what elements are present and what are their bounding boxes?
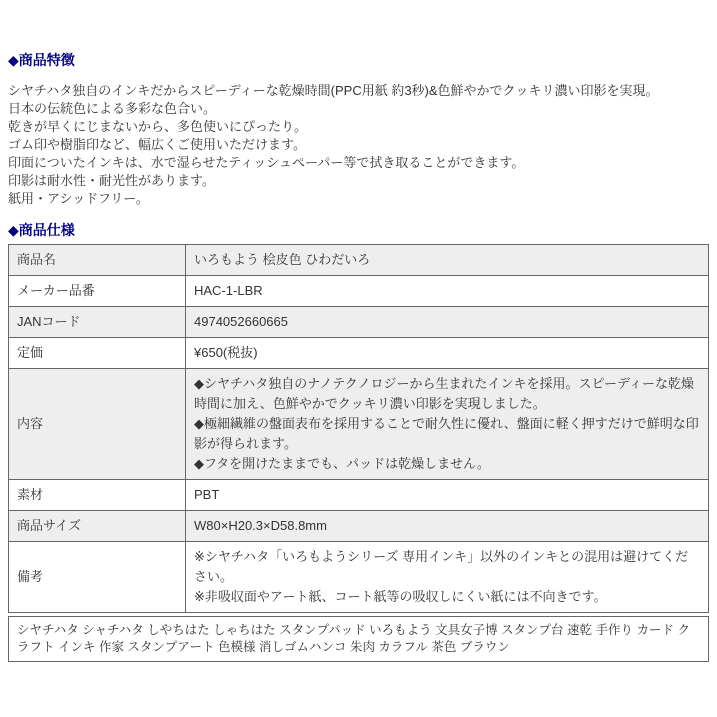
spec-row xyxy=(9,307,709,338)
spec-value xyxy=(186,307,709,338)
spec-value-line: ¥650(税抜) xyxy=(194,345,258,360)
feature-line: 紙用・アシッドフリー。 xyxy=(8,191,149,206)
spec-value xyxy=(186,480,709,511)
spec-row xyxy=(9,369,709,480)
spec-row xyxy=(9,276,709,307)
spec-value xyxy=(186,369,709,480)
spec-value-line: ◆シヤチハタ独自のナノテクノロジーから生まれたインキを採用。スピーディーな乾燥時間に加え、色鮮やかでクッキリ濃い印影を実現しました。 xyxy=(194,376,694,411)
keywords-text: シヤチハタ シャチハタ しやちはた しゃちはた スタンプパッド いろもよう 文具女子博 スタンプ台 速乾 手作り カード クラフト インキ 作家 スタンプアート 色模様 消しゴムハンコ 朱肉 カラフル 茶色 ブラウン xyxy=(17,623,690,654)
feature-line: 印面についたインキは、水で湿らせたティッシュペーパー等で拭き取ることができます。 xyxy=(8,155,525,170)
feature-line: シヤチハタ独自のインキだからスピーディーな乾燥時間(PPC用紙 約3秒)&色鮮やかでクッキリ濃い印影を実現。 xyxy=(8,83,659,98)
features-heading: ◆商品特徴 xyxy=(8,52,75,68)
spec-label: JANコード xyxy=(9,307,186,338)
spec-value-line: W80×H20.3×D58.8mm xyxy=(194,518,327,533)
spec-label: 備考 xyxy=(9,542,186,613)
spec-value-line: HAC-1-LBR xyxy=(194,283,263,298)
spec-value-line: ◆フタを開けたままでも、パッドは乾燥しません。 xyxy=(194,456,490,471)
specs-heading: ◆商品仕様 xyxy=(8,222,75,238)
spec-label: 内容 xyxy=(9,369,186,480)
spec-row xyxy=(9,542,709,613)
spec-label: 商品サイズ xyxy=(9,511,186,542)
feature-line: 印影は耐水性・耐光性があります。 xyxy=(8,173,215,188)
spec-value-line: いろもよう 桧皮色 ひわだいろ xyxy=(194,252,371,267)
spec-value xyxy=(186,338,709,369)
spec-table xyxy=(8,244,709,613)
spec-value-line: ※シヤチハタ「いろもようシリーズ 専用インキ」以外のインキとの混用は避けてください。 xyxy=(194,549,689,584)
feature-line: 乾きが早くにじまないから、多色使いにぴったり。 xyxy=(8,119,308,134)
spec-label: 素材 xyxy=(9,480,186,511)
spec-value xyxy=(186,245,709,276)
features-text xyxy=(8,82,709,208)
keywords-box xyxy=(8,616,709,662)
feature-line: 日本の伝統色による多彩な色合い。 xyxy=(8,101,217,116)
spec-row xyxy=(9,245,709,276)
spec-value-line: PBT xyxy=(194,487,220,502)
spec-row xyxy=(9,511,709,542)
spec-row xyxy=(9,338,709,369)
spec-label: メーカー品番 xyxy=(9,276,186,307)
spec-value-line: ◆極細繊維の盤面表布を採用することで耐久性に優れ、盤面に軽く押すだけで鮮明な印影が得られます。 xyxy=(194,416,699,451)
spec-value xyxy=(186,542,709,613)
spec-row xyxy=(9,480,709,511)
spec-value xyxy=(186,276,709,307)
spec-label: 商品名 xyxy=(9,245,186,276)
feature-line: ゴム印や樹脂印など、幅広くご使用いただけます。 xyxy=(8,137,306,152)
spec-table-body xyxy=(9,245,709,613)
spec-value xyxy=(186,511,709,542)
spec-value-line: 4974052660665 xyxy=(194,314,288,329)
spec-label: 定価 xyxy=(9,338,186,369)
spec-value-line: ※非吸収面やアート紙、コート紙等の吸収しにくい紙には不向きです。 xyxy=(194,589,607,604)
